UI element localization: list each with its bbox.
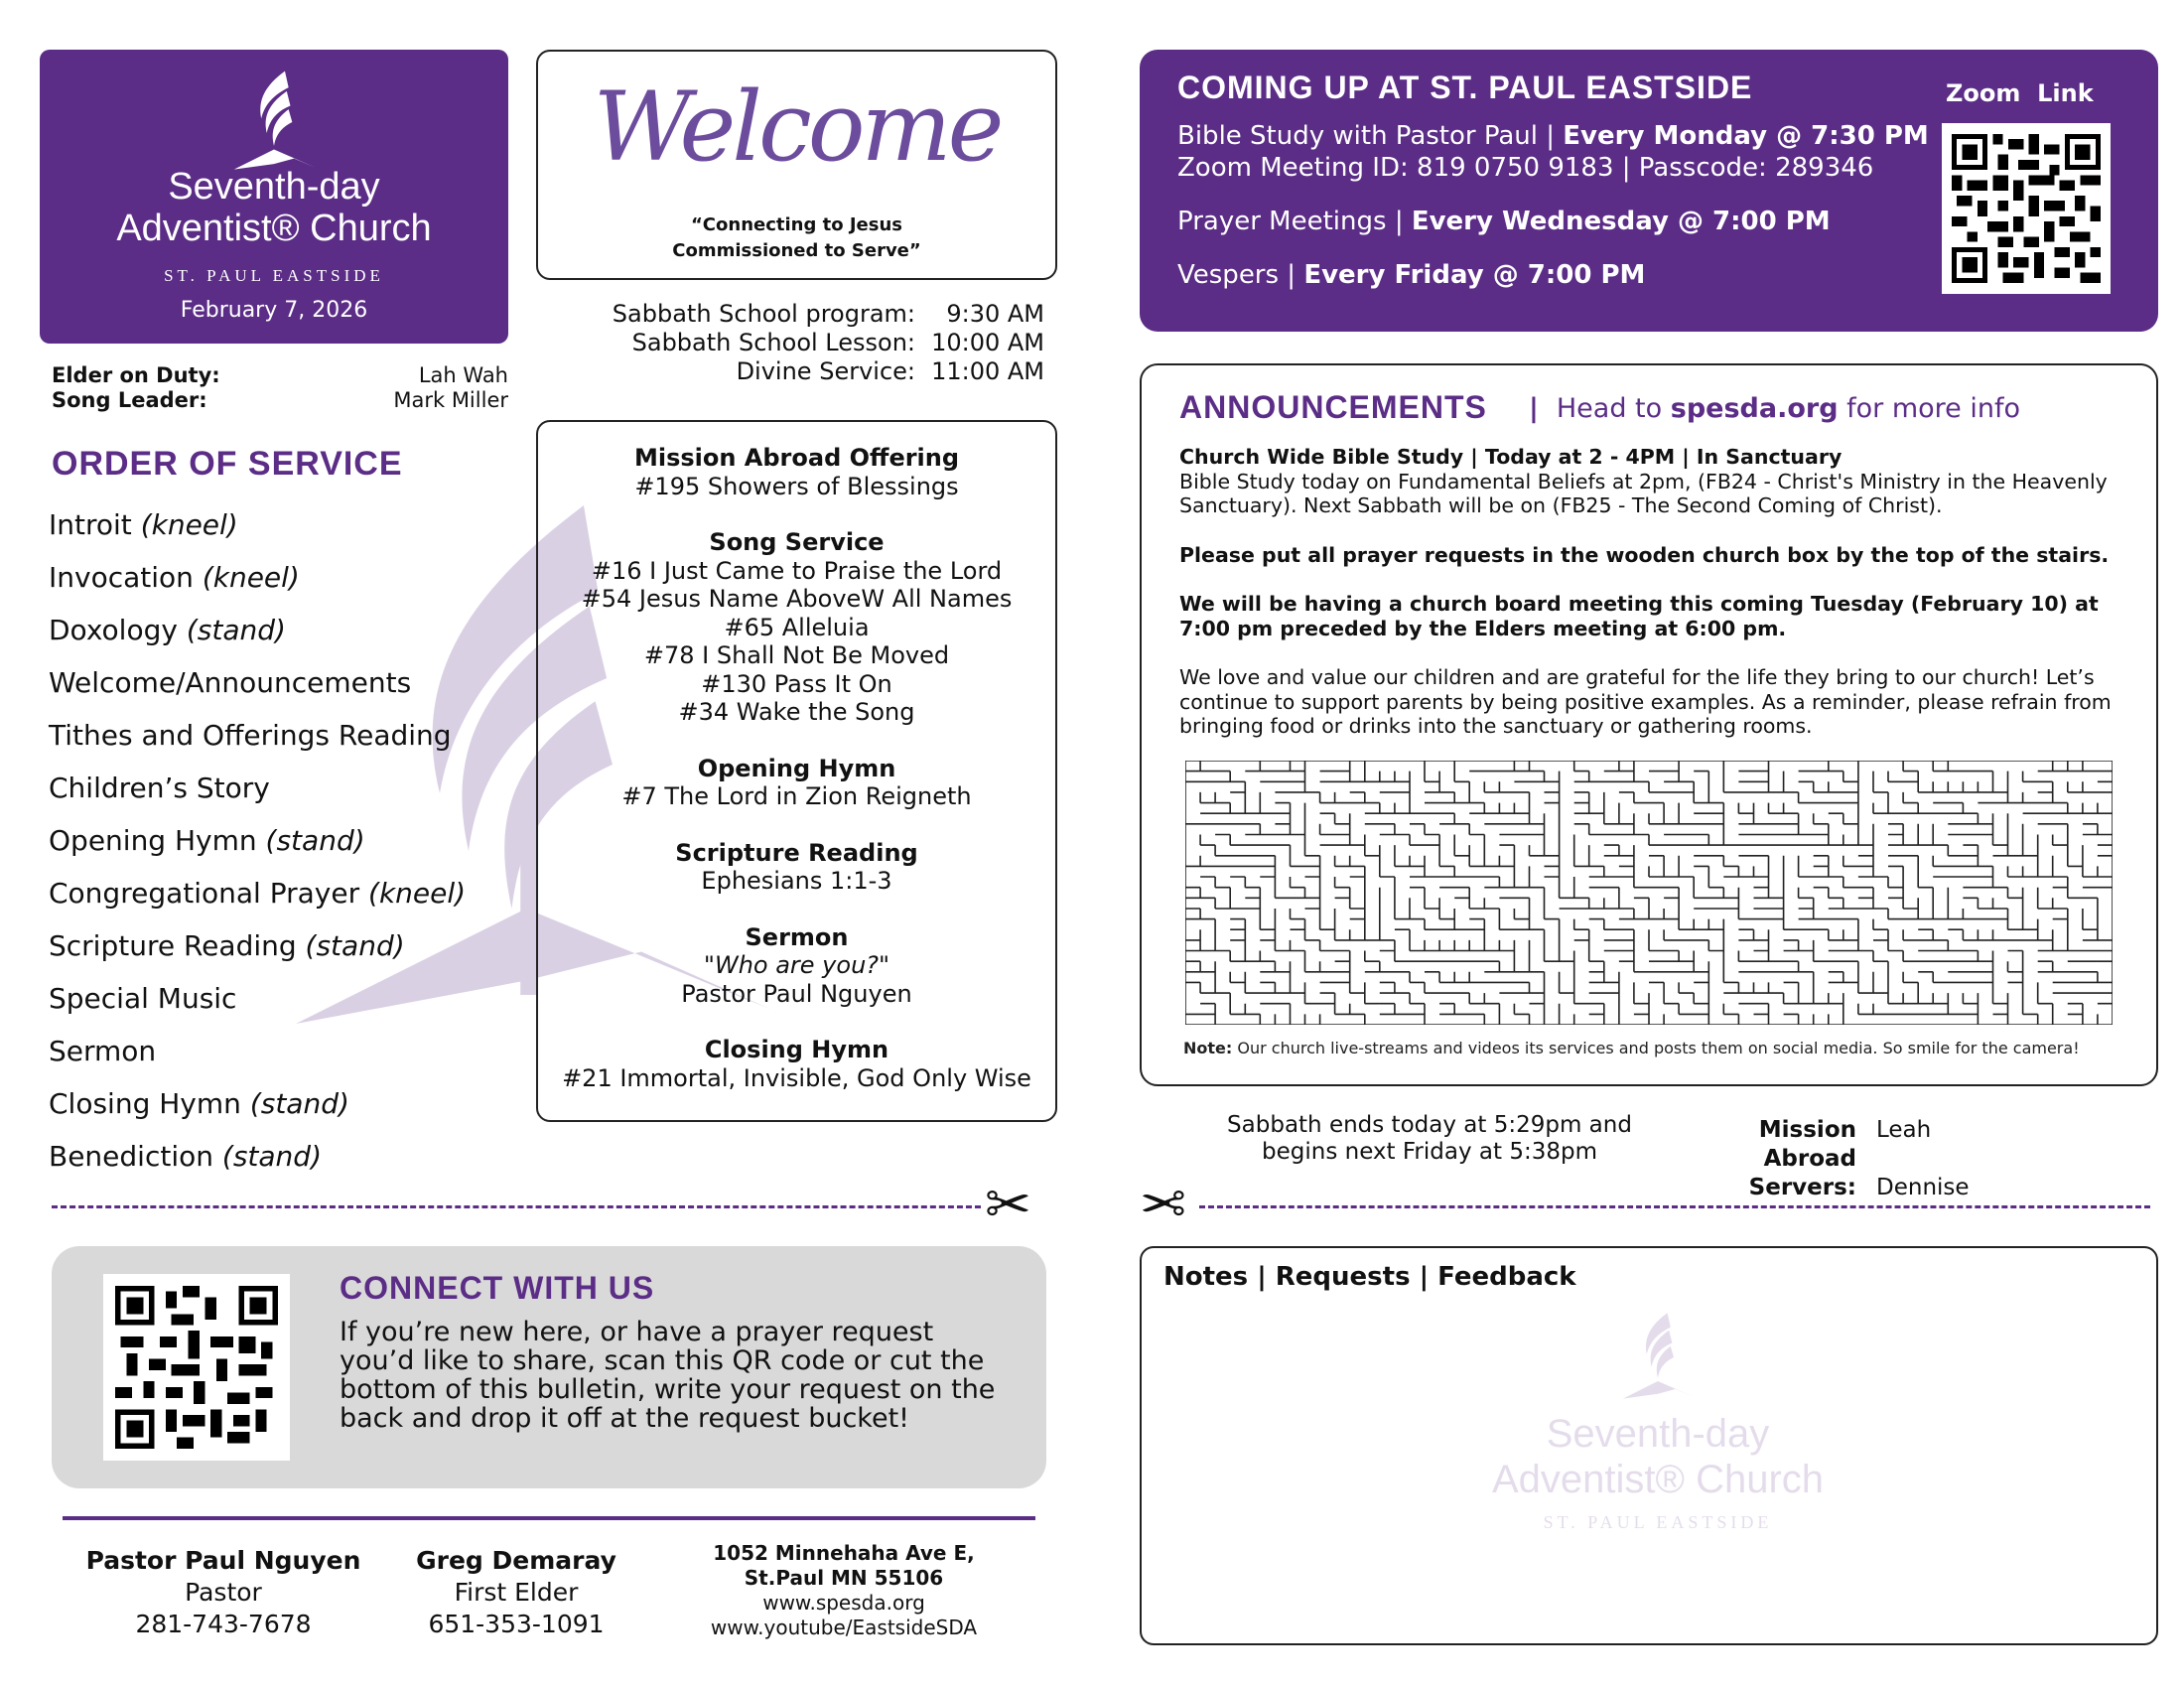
song-service-heading: Song Service	[709, 528, 885, 556]
coming-up-box	[1140, 50, 2158, 332]
song-item: #65 Alleluia	[724, 613, 870, 641]
song-item: #16 I Just Came to Praise the Lord	[591, 556, 1003, 585]
time-row	[556, 300, 1044, 329]
elder-label: Elder on Duty:	[52, 363, 220, 387]
contact-pastor	[60, 1545, 387, 1640]
song-leader-name: Mark Miller	[393, 388, 508, 412]
announcements-body	[1179, 445, 2132, 764]
announcement-item: Please put all prayer requests in the wooden church box by the top of the stairs.	[1179, 542, 2110, 567]
service-item-posture: (stand)	[305, 929, 405, 962]
service-item-name: Special Music	[49, 982, 237, 1015]
offering-heading: Mission Abroad Offering	[633, 444, 960, 472]
welcome-box	[536, 50, 1057, 280]
service-item	[49, 1077, 466, 1130]
service-item-name: Introit	[49, 508, 132, 541]
zoom-info: Zoom Meeting ID: 819 0750 9183 | Passcode: 289346	[1177, 153, 1874, 183]
servers-label: Servers:	[1748, 1175, 1856, 1200]
service-item-posture: (kneel)	[202, 561, 300, 594]
sabbath-times	[1191, 1112, 1668, 1166]
notes-watermark	[1469, 1308, 1846, 1533]
notes-box[interactable]	[1140, 1246, 2158, 1645]
service-item-name: Closing Hymn	[49, 1087, 241, 1120]
opening-hymn-heading: Opening Hymn	[697, 754, 896, 782]
scripture-heading: Scripture Reading	[675, 838, 918, 867]
welcome-script: Welcome	[593, 71, 1001, 183]
sda-flame-icon	[228, 68, 320, 177]
maze-walls	[1185, 761, 2113, 1025]
motto-line2: Commissioned to Serve”	[672, 240, 921, 261]
service-item	[49, 551, 466, 604]
service-item	[49, 1130, 466, 1183]
sda-flame-icon	[1618, 1308, 1698, 1407]
service-item	[49, 814, 466, 867]
church-address	[675, 1541, 1013, 1640]
mission-servers	[1678, 1116, 1970, 1202]
address-line2: St.Paul MN 55106	[744, 1566, 944, 1590]
separator: |	[1529, 393, 1539, 424]
duty-roster	[52, 363, 508, 413]
watermark-line: Seventh-day	[1546, 1412, 1770, 1456]
announcement-item: We will be having a church board meeting this coming Tuesday (February 10) at 7:00 pm preceded by the Elders meeting at 6:00 pm.	[1179, 592, 2099, 640]
sermon-speaker: Pastor Paul Nguyen	[681, 979, 912, 1008]
contact-phone[interactable]: 651-353-1091	[428, 1610, 605, 1638]
service-item-name: Congregational Prayer	[49, 877, 360, 910]
song-item: #34 Wake the Song	[678, 698, 915, 726]
time-label: Sabbath School Lesson:	[631, 329, 915, 356]
service-item-name: Benediction	[49, 1140, 213, 1173]
event-time: Every Friday @ 7:00 PM	[1303, 260, 1646, 290]
time-value: 9:30 AM	[946, 300, 1044, 328]
contact-elder	[387, 1545, 645, 1640]
contact-name: Greg Demaray	[416, 1546, 616, 1575]
service-item-name: Invocation	[49, 561, 194, 594]
bible-study-line	[1177, 121, 1929, 151]
cut-line-right	[1199, 1205, 2150, 1208]
announcement-item: We love and value our children and are grateful for the life they bring to our church! Let’s continue to support parents by being positive examples. As a reminder, please refrain from bringing food or drinks into the sanctuary or gathering rooms.	[1179, 665, 2112, 738]
service-item	[49, 1025, 466, 1077]
service-item-name: Children’s Story	[49, 772, 270, 804]
time-row	[556, 357, 1044, 386]
connect-box	[52, 1246, 1046, 1488]
song-item: #130 Pass It On	[701, 669, 892, 698]
contact-phone[interactable]: 281-743-7678	[135, 1610, 312, 1638]
service-item	[49, 604, 466, 656]
song-leader-label: Song Leader:	[52, 388, 207, 412]
scissors-icon: ✂	[1140, 1173, 1186, 1237]
cut-line-left	[52, 1205, 981, 1208]
servers-label: Mission Abroad	[1758, 1117, 1856, 1172]
watermark-line: Adventist® Church	[1491, 1458, 1825, 1501]
camera-note	[1183, 1039, 2080, 1057]
service-item	[49, 919, 466, 972]
org-name-line1: Seventh-day	[168, 166, 380, 208]
service-item-name: Scripture Reading	[49, 929, 297, 962]
service-item-name: Welcome/Announcements	[49, 666, 412, 699]
event-label: Prayer Meetings |	[1177, 207, 1412, 236]
service-item-posture: (kneel)	[140, 508, 238, 541]
qr-code-graphic	[1952, 133, 2101, 284]
offering-hymn: #195 Showers of Blessings	[634, 472, 959, 500]
address-line1: 1052 Minnehaha Ave E,	[713, 1541, 975, 1565]
announcement-text: Bible Study today on Fundamental Beliefs at 2pm, (FB24 - Christ's Ministry in the Heavenly Sanctuary). Next Sabbath will be on (FB25 - The Second Coming of Christ).	[1179, 469, 2108, 517]
notes-title: Notes | Requests | Feedback	[1163, 1262, 1576, 1292]
service-times	[556, 300, 1044, 386]
time-label: Sabbath School program:	[612, 300, 915, 328]
motto-line1: “Connecting to Jesus	[690, 214, 903, 235]
sabbath-line: Sabbath ends today at 5:29pm and	[1227, 1112, 1632, 1138]
scripture-reference: Ephesians 1:1-3	[701, 867, 892, 895]
service-item	[49, 709, 466, 762]
service-item-posture: (stand)	[249, 1087, 349, 1120]
bulletin-date: February 7, 2026	[180, 298, 368, 323]
branch-name: ST. PAUL EASTSIDE	[164, 266, 384, 285]
website-link[interactable]: www.spesda.org	[762, 1591, 925, 1615]
announcement-title: Church Wide Bible Study | Today at 2 - 4PM | In Sanctuary	[1179, 445, 1843, 469]
time-row	[556, 329, 1044, 357]
opening-hymn: #7 The Lord in Zion Reigneth	[621, 782, 972, 810]
coming-up-title: COMING UP AT ST. PAUL EASTSIDE	[1177, 70, 1753, 105]
service-item-posture: (stand)	[265, 824, 365, 857]
connect-title: CONNECT WITH US	[340, 1270, 655, 1306]
service-item-posture: (stand)	[186, 614, 286, 646]
note-label: Note:	[1183, 1039, 1233, 1057]
time-value: 11:00 AM	[931, 357, 1044, 385]
service-item-name: Doxology	[49, 614, 178, 646]
zoom-qr-code[interactable]	[1942, 123, 2111, 294]
elder-name: Lah Wah	[418, 363, 508, 387]
service-item-posture: (kneel)	[368, 877, 467, 910]
event-label: Bible Study with Pastor Paul |	[1177, 121, 1564, 151]
connect-text: If you’re new here, or have a prayer request you’d like to share, scan this QR code or cut the bottom of this bulletin, write your request on the back and drop it off at the request bucket!	[340, 1317, 996, 1434]
service-item-posture: (stand)	[221, 1140, 322, 1173]
song-item: #54 Jesus Name AboveW All Names	[581, 585, 1013, 613]
footer-rule	[63, 1516, 1035, 1520]
service-item-name: Sermon	[49, 1035, 157, 1067]
time-value: 10:00 AM	[931, 329, 1044, 356]
prayer-line	[1177, 207, 1831, 236]
order-of-service-title: ORDER OF SERVICE	[52, 445, 403, 483]
contact-name: Pastor Paul Nguyen	[85, 1546, 361, 1575]
zoom-link-label[interactable]: Zoom Link	[1946, 79, 2094, 107]
closing-hymn: #21 Immortal, Invisible, God Only Wise	[562, 1063, 1031, 1092]
qr-code-graphic	[115, 1286, 278, 1449]
server-name: Leah	[1876, 1117, 1932, 1143]
program-box	[536, 420, 1057, 1122]
contact-role: First Elder	[454, 1578, 579, 1607]
vespers-line	[1177, 260, 1645, 290]
order-of-service-list	[49, 498, 466, 1183]
scissors-icon: ✂	[985, 1173, 1031, 1237]
event-time: Every Monday @ 7:30 PM	[1563, 121, 1929, 151]
note-text: Our church live-streams and videos its services and posts them on social media. So smile for the camera!	[1232, 1039, 2080, 1057]
time-label: Divine Service:	[736, 357, 915, 385]
service-item-name: Opening Hymn	[49, 824, 257, 857]
announcements-box	[1140, 363, 2158, 1086]
maze-puzzle	[1185, 761, 2113, 1025]
head-post: for more info	[1838, 393, 2020, 424]
church-logo-block	[40, 50, 508, 344]
head-pre: Head to	[1556, 393, 1671, 424]
announcements-title: ANNOUNCEMENTS	[1179, 389, 1487, 425]
contact-role: Pastor	[185, 1578, 262, 1607]
service-item	[49, 498, 466, 551]
server-name: Dennise	[1876, 1175, 1970, 1200]
sermon-heading: Sermon	[745, 922, 849, 951]
sabbath-line: begins next Friday at 5:38pm	[1262, 1139, 1597, 1165]
sermon-title: "Who are you?"	[703, 951, 890, 979]
announcements-head	[1529, 393, 2020, 424]
service-item-name: Tithes and Offerings Reading	[49, 719, 452, 752]
closing-hymn-heading: Closing Hymn	[704, 1036, 889, 1063]
event-label: Vespers |	[1177, 260, 1304, 290]
youtube-link[interactable]: www.youtube/EastsideSDA	[710, 1616, 978, 1639]
event-time: Every Wednesday @ 7:00 PM	[1411, 207, 1831, 236]
watermark-branch: ST. PAUL EASTSIDE	[1543, 1512, 1773, 1532]
service-item	[49, 867, 466, 919]
service-item	[49, 972, 466, 1025]
connect-qr-code[interactable]	[103, 1274, 290, 1461]
service-item	[49, 762, 466, 814]
service-item	[49, 656, 466, 709]
song-item: #78 I Shall Not Be Moved	[643, 641, 950, 669]
org-name-line2: Adventist® Church	[116, 208, 432, 249]
motto	[538, 212, 1055, 264]
site-link[interactable]: spesda.org	[1670, 393, 1839, 424]
